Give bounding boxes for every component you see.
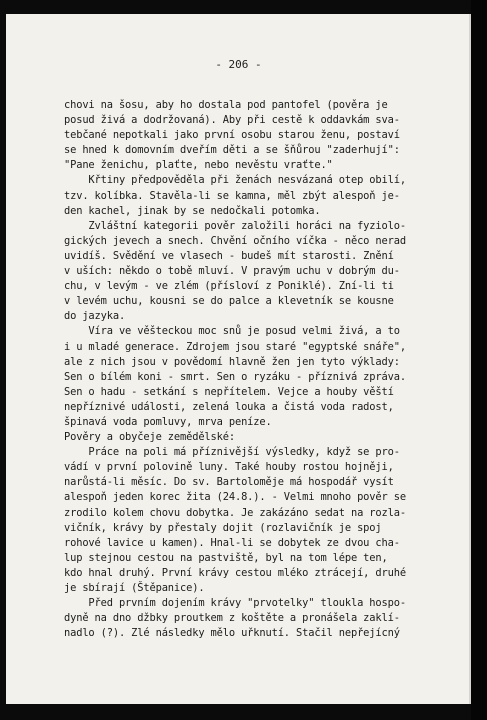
text-line: Práce na poli má příznivější výsledky, když se pro-: [64, 446, 400, 459]
text-line: ale z nich jsou v povědomí hlavně žen jen tyto výklady:: [64, 355, 400, 368]
text-line: tzv. kolíbka. Stavěla-li se kamna, měl zbýt alespoň je-: [64, 189, 400, 202]
text-line: den kachel, jinak by se nedočkali potomka.: [64, 204, 321, 217]
text-line: chu, v levým - ve zlém (přísloví z Poniklé). Zní-li ti: [64, 280, 394, 293]
text-line: v uších: někdo o tobě mluví. V pravým uchu v dobrým du-: [64, 265, 400, 278]
page-number: - 206 -: [215, 58, 262, 71]
text-line: lup stejnou cestou na pastviště, byl na tom lépe ten,: [64, 551, 388, 564]
text-line: rohové lavice u kamen). Hnal-li se dobytek ze dvou cha-: [64, 536, 400, 549]
text-line: gických jevech a snech. Chvění očního víčka - něco nerad: [64, 234, 406, 247]
text-line: se hned k domovním dveřím děti a se šňůrou "zaderhují":: [64, 144, 400, 157]
text-line: špinavá voda pomluvy, mrva peníze.: [64, 415, 272, 428]
text-line: do jazyka.: [64, 310, 126, 323]
text-line: vádí v první polovině luny. Také houby rostou hojněji,: [64, 461, 394, 474]
text-line: Pověry a obyčeje zemědělské:: [64, 431, 235, 444]
text-line: dyně na dno džbky proutkem z koštěte a pronášela zaklí-: [64, 612, 400, 625]
text-line: posud živá a dodržovaná). Aby při cestě k oddavkám sva-: [64, 114, 400, 127]
text-line: chovi na šosu, aby ho dostala pod pantofel (pověra je: [64, 99, 388, 111]
document-page: [6, 14, 471, 704]
text-line: Sen o hadu - setkání s nepřítelem. Vejce a houby věští: [64, 385, 394, 398]
text-line: vičník, krávy by přestaly dojit (rozlavičník je spoj: [64, 521, 382, 534]
text-line: nadlo (?). Zlé následky mělo uřknutí. Stačil nepřejícný: [64, 627, 400, 640]
text-line: kdo hnal druhý. První krávy cestou mléko ztrácejí, druhé: [64, 566, 406, 579]
text-line: Víra ve věšteckou moc snů je posud velmi živá, a to: [64, 325, 400, 338]
text-line: Křtiny předpověděla při ženách nesvázaná otep obilí,: [64, 174, 406, 187]
text-line: narůstá-li měsíc. Do sv. Bartoloměje má hospodář vysít: [64, 476, 394, 489]
text-line: je sbírají (Štěpanice).: [64, 582, 205, 594]
text-line: alespoň jeden korec žita (24.8.). - Velmi mnoho pověr se: [64, 491, 406, 504]
text-line: "Pane ženichu, plaťte, nebo nevěstu vraťte.": [64, 159, 333, 172]
body-text: [64, 98, 444, 641]
text-line: uvidíš. Svědění ve vlasech - budeš mít starosti. Znění: [64, 249, 394, 262]
text-line: v levém uchu, kousni se do palce a klevetník se kousne: [64, 295, 394, 308]
text-line: i u mladé generace. Zdrojem jsou staré "egyptské snáře",: [64, 340, 406, 353]
text-line: tebčané nepotkali jako první osobu starou ženu, postaví: [64, 129, 400, 142]
text-line: zrodilo kolem chovu dobytka. Je zakázáno sedat na rozla-: [64, 506, 406, 519]
text-line: Zvláštní kategorii pověr založili horáci na fyziolo-: [64, 219, 406, 232]
text-line: Sen o bílém koni - smrt. Sen o ryzáku - příznivá zpráva.: [64, 370, 406, 383]
text-line: nepříznivé události, zelená louka a čistá voda radost,: [64, 400, 394, 413]
binder-edge: [471, 0, 487, 720]
text-line: Před prvním dojením krávy "prvotelky" tloukla hospo-: [64, 597, 406, 610]
